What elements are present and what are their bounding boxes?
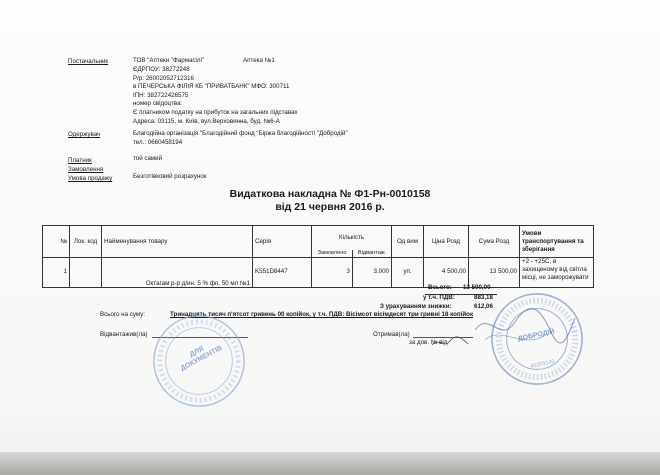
header-unit: Од вим xyxy=(392,226,424,258)
sum-words-value: Тринадцять тисяч п'ятсот гривень 00 копійок, у т.ч. ПДВ: Вісімсот вісімдесят три гривні 18 копійок xyxy=(170,311,474,318)
payer-value: той самий xyxy=(133,155,163,162)
header-series: Серія xyxy=(253,226,312,258)
received-by-label: Отримав(ла) xyxy=(373,331,410,338)
table-row xyxy=(43,258,594,288)
total-value: 13 500,00 xyxy=(463,284,491,291)
recipient-details xyxy=(133,130,348,147)
signature-scribble xyxy=(470,300,580,355)
header-name: Найменування товару xyxy=(102,226,253,258)
row-name: Октагам р-р д/ин. 5 % фл. 50 мл №1 xyxy=(102,258,253,288)
right-stamp-code: 40209149 xyxy=(529,358,555,370)
shipped-by-label: Відвантажив(ла) xyxy=(100,331,148,338)
header-qty-shipped: Відвантаж. xyxy=(353,250,392,258)
vat-value: 883,18 xyxy=(474,294,493,301)
recipient-line: Благодійна організація "Благодійний фонд "Біржа благодійності "Добродій" xyxy=(133,130,348,137)
supplier-line: ІПН: 382722426575 xyxy=(133,91,189,99)
supplier-line: в ПЕЧЕРСЬКА ФІЛІЯ КБ "ПРИВАТБАНК" МФО: 300711 xyxy=(133,83,290,91)
supplier-line: номер свідоцтва: xyxy=(133,100,183,108)
supplier-line: Р/р: 26002052712316 xyxy=(133,74,194,82)
sum-words-label: Всього на суму: xyxy=(100,311,145,318)
header-quantity: Кількість xyxy=(312,226,392,250)
recipient-label: Одержувач xyxy=(68,131,101,138)
supplier-label: Постачальник xyxy=(68,58,109,65)
row-qty-shipped: 3,000 xyxy=(353,258,392,288)
payer-label: Платник xyxy=(68,157,92,164)
discount-value: 612,06 xyxy=(474,303,493,310)
left-stamp-text: ДЛЯ ДОКУМЕНТІВ xyxy=(179,344,224,373)
supplier-details xyxy=(133,66,298,126)
right-stamp-text: ДОБРОДІЙ xyxy=(517,328,556,343)
terms-label: Умова продажу xyxy=(68,175,113,182)
total-label: Всього: xyxy=(428,284,452,291)
supplier-pharmacy: Аптека №1 xyxy=(243,57,275,64)
row-code xyxy=(70,258,102,288)
row-unit: уп. xyxy=(392,258,424,288)
header-code: Лок. код xyxy=(70,226,102,258)
header-num: № xyxy=(43,226,70,258)
row-num: 1 xyxy=(43,258,70,288)
document-title: Видаткова накладна № Ф1-Рн-0010158 xyxy=(229,188,431,200)
items-table xyxy=(42,225,594,288)
discount-label: З урахуванням знижки: xyxy=(380,303,452,310)
row-series: K551D8447 xyxy=(253,258,312,288)
row-qty-ordered: 3 xyxy=(312,258,353,288)
terms-value: Безготівковий розрахунок xyxy=(133,173,207,180)
header-qty-ordered: Замовлено xyxy=(312,250,353,258)
header-price: Ціна Розд xyxy=(424,226,469,258)
supplier-line: Адреса: 03115, м. Київ, вул.Верховинна, буд. №6-А xyxy=(133,117,280,125)
supplier-line: Є платником податку на прибуток на загальних підставах xyxy=(133,108,298,116)
supplier-name: ТОВ "Аптеки "Фармасілі" xyxy=(133,57,205,64)
row-sum: 13 500,00 xyxy=(469,258,520,288)
vat-label: у т.ч. ПДВ: xyxy=(423,294,455,301)
left-stamp xyxy=(150,312,248,410)
page-edge-shadow xyxy=(0,452,660,475)
row-price: 4 500,00 xyxy=(424,258,469,288)
row-storage: +2 - +25С, в захищеному від світла місці, не заморожувати xyxy=(520,258,594,288)
proxy-label: за дов. № від xyxy=(409,339,448,346)
recipient-line: тел.: 0660458194 xyxy=(133,138,183,146)
header-sum: Сума Розд xyxy=(469,226,520,258)
received-scribble xyxy=(430,335,470,350)
supplier-line: ЄДРПОУ: 38272248 xyxy=(133,66,190,73)
header-storage: Умови транспортування та зберігання xyxy=(520,226,594,258)
order-label: Замовлення xyxy=(68,166,104,173)
document-date: від 21 червня 2016 р. xyxy=(275,201,385,213)
